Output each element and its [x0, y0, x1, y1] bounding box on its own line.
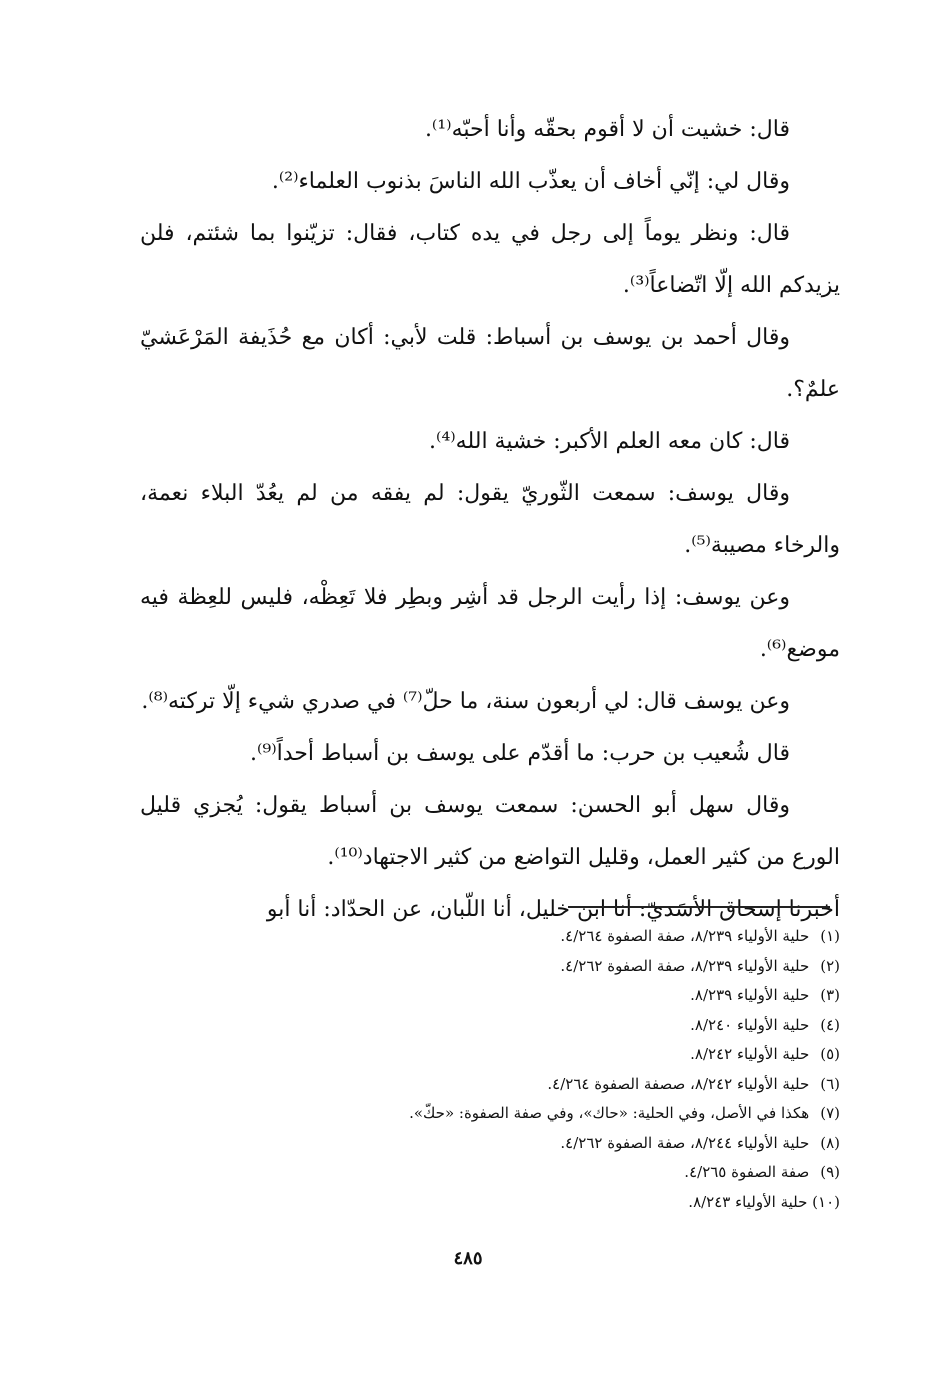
footnote-number: (٣) [820, 986, 840, 1004]
paragraph-6: وقال يوسف: سمعت الثّوريّ يقول: لم يفقه من لم يعُدّ البلاء نعمة، والرخاء مصيبة⁽⁵⁾. [140, 481, 840, 558]
footnote-number: (٦) [820, 1074, 840, 1093]
footnote [300, 1158, 840, 1188]
paragraph-7: وعن يوسف: إذا رأيت الرجل قد أشِر وبطِر فلا تَعِظْه، فليس للعِظة فيه موضع⁽⁶⁾. [140, 585, 840, 662]
paragraph-2: وقال لي: إنّي أخاف أن يعذّب الله الناسَ بذنوب العلماء⁽²⁾. [271, 169, 790, 194]
footnote-number: (١٠) [812, 1192, 840, 1211]
footnote-text: حلية الأولياء ٨/٢٤٤، صفة الصفوة ٤/٢٦٢. [560, 1133, 810, 1152]
paragraph-4: وقال أحمد بن يوسف بن أسباط: قلت لأبي: أكان مع حُذَيفة المَرْعَشيّ علمٌ؟. [140, 325, 840, 402]
paragraph-9: قال شُعيب بن حرب: ما أقدّم على يوسف بن أسباط أحداً⁽⁹⁾. [250, 741, 790, 766]
footnote-number: (٨) [820, 1133, 840, 1152]
paragraph-10: وقال سهل أبو الحسن: سمعت يوسف بن أسباط يقول: يُجزي قليل الورع من كثير العمل، وقليل التواضع من كثير الاجتهاد⁽¹⁰⁾. [140, 793, 840, 870]
footnote [300, 1070, 840, 1100]
footnote-text: حلية الأولياء ٨/٢٤٢، صصفة الصفوة ٤/٢٦٤. [547, 1074, 810, 1093]
footnote-text: صفة الصفوة ٤/٢٦٥. [684, 1163, 810, 1181]
footnote [300, 922, 840, 952]
footnote-number: (٧) [820, 1104, 840, 1122]
footnote-text: حلية الأولياء ٨/٢٣٩، صفة الصفوة ٤/٢٦٢. [560, 956, 810, 975]
footnote-text: حلية الأولياء ٨/٢٤٢. [690, 1045, 810, 1063]
footnote-divider [568, 906, 830, 908]
footnotes [300, 922, 840, 1217]
footnote-number: (٩) [820, 1163, 840, 1181]
footnote-number: (١) [820, 927, 840, 945]
paragraph-1: قال: خشيت أن لا أقوم بحقّه وأنا أحبّه⁽¹⁾. [424, 117, 790, 142]
footnote [300, 1011, 840, 1041]
footnote [300, 1188, 840, 1218]
footnote [300, 1129, 840, 1159]
footnote [300, 1040, 840, 1070]
footnote [300, 1099, 840, 1129]
footnote-text: حلية الأولياء ٨/٢٤٣. [688, 1192, 808, 1211]
paragraph-5: قال: كان معه العلم الأكبر: خشية الله⁽⁴⁾. [429, 429, 790, 454]
paragraph-11: أخبرنا إسحاق الأسَديّ: أنا ابن خليل، أنا اللّبان، عن الحدّاد: أنا أبو [266, 897, 840, 922]
footnote-number: (٤) [820, 1015, 840, 1034]
footnote-number: (٢) [820, 956, 840, 975]
footnote [300, 981, 840, 1011]
footnote-number: (٥) [820, 1045, 840, 1063]
paragraph-8: وعن يوسف قال: لي أربعون سنة، ما حلّ⁽⁷⁾ في صدري شيء إلّا تركته⁽⁸⁾. [141, 689, 790, 714]
paragraph-3: قال: ونظر يوماً إلى رجل في يده كتاب، فقال: تزيّنوا بما شئتم، فلن يزيدكم الله إلّا اتّضاعاً⁽³⁾. [140, 221, 840, 298]
footnote [300, 952, 840, 982]
main-text [140, 104, 840, 936]
page-number: ٤٨٥ [453, 1248, 483, 1269]
footnote-text: حلية الأولياء ٨/٢٤٠. [690, 1015, 810, 1034]
footnote-text: حلية الأولياء ٨/٢٣٩، صفة الصفوة ٤/٢٦٤. [560, 927, 810, 945]
footnote-text: هكذا في الأصل، وفي الحلية: «حاك»، وفي صفة الصفوة: «حكّ». [409, 1104, 810, 1122]
footnote-text: حلية الأولياء ٨/٢٣٩. [690, 986, 810, 1004]
